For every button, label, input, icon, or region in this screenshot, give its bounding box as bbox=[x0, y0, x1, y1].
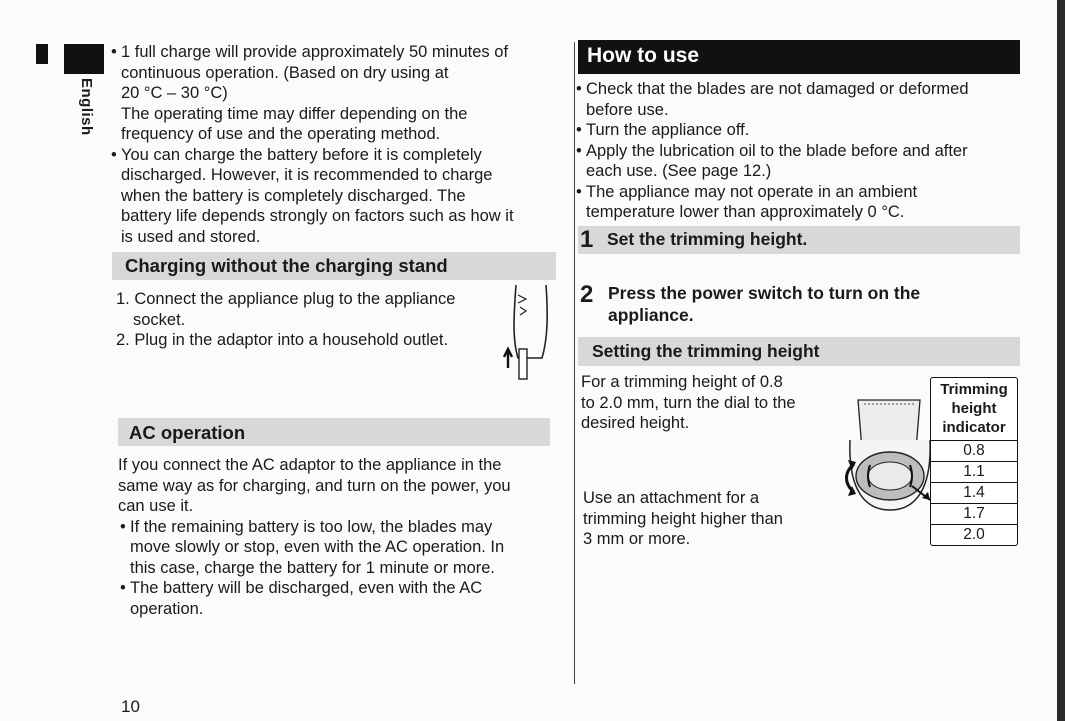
paragraph-line: The operating time may differ depending on the bbox=[121, 104, 468, 123]
step-line: 1. Connect the appliance plug to the appliance bbox=[116, 290, 456, 308]
table-row: 0.8 bbox=[931, 441, 1017, 462]
step-1-text: Set the trimming height. bbox=[607, 229, 808, 249]
step-number: 1 bbox=[580, 226, 594, 253]
page-number: 10 bbox=[121, 697, 140, 716]
paragraph-line: 20 °C – 30 °C) bbox=[121, 84, 228, 102]
paragraph-line: operation. bbox=[130, 599, 204, 618]
how-to-use-heading: How to use bbox=[578, 40, 1020, 74]
paragraph-line: 1 full charge will provide approximately 50 minutes of bbox=[121, 43, 509, 61]
paragraph-line: If the remaining battery is too low, the blades may bbox=[130, 517, 493, 536]
paragraph-line: is used and stored. bbox=[121, 227, 261, 246]
paragraph-line: You can charge the battery before it is completely bbox=[121, 145, 482, 164]
battery-info-block: • 1 full charge will provide approximately 50 minutes of continuous operation. (Based on dry using at 20 °C – 30 °C) The operating time may differ depending on the frequency of use and the operating method. • You can charge the battery before it is completely discharged. However, it is recommended to charge when the battery is completely discharged. The battery life depends strongly on factors such as how it is used and stored. bbox=[121, 42, 561, 247]
plug-illustration bbox=[494, 283, 554, 388]
list-item: temperature lower than approximately 0 °C. bbox=[586, 203, 905, 221]
table-row: 1.7 bbox=[931, 504, 1017, 525]
charging-steps bbox=[116, 289, 496, 351]
paragraph-line: continuous operation. (Based on dry using at bbox=[121, 63, 449, 82]
attachment-note: Use an attachment for a trimming height higher than 3 mm or more. bbox=[583, 489, 783, 548]
paragraph-line: can use it. bbox=[118, 497, 194, 515]
step-2-text: Press the power switch to turn on the appliance. bbox=[608, 283, 921, 325]
list-item: Turn the appliance off. bbox=[586, 121, 750, 139]
setting-instructions: For a trimming height of 0.8 to 2.0 mm, turn the dial to the desired height. bbox=[581, 373, 796, 432]
paragraph-line: this case, charge the battery for 1 minute or more. bbox=[130, 558, 496, 577]
paragraph-line: when the battery is completely discharged. The bbox=[121, 186, 466, 205]
step-line: 2. Plug in the adaptor into a household outlet. bbox=[116, 331, 449, 349]
step-number: 2 bbox=[580, 281, 594, 308]
paragraph-line: battery life depends strongly on factors such as how it bbox=[121, 207, 514, 225]
paragraph-line: move slowly or stop, even with the AC operation. In bbox=[130, 538, 505, 556]
charging-heading: Charging without the charging stand bbox=[125, 255, 448, 276]
column-divider bbox=[574, 42, 575, 684]
table-row: 2.0 bbox=[963, 526, 985, 543]
list-item: The appliance may not operate in an ambient bbox=[586, 182, 918, 201]
list-item: each use. (See page 12.) bbox=[586, 162, 772, 180]
list-item: Check that the blades are not damaged or deformed bbox=[586, 80, 969, 98]
page-edge bbox=[1057, 0, 1065, 721]
list-item: Apply the lubrication oil to the blade before and after bbox=[586, 141, 968, 160]
paragraph-line: same way as for charging, and turn on the power, you bbox=[118, 476, 511, 495]
paragraph-line: discharged. However, it is recommended to charge bbox=[121, 166, 493, 184]
side-tab-marker bbox=[64, 44, 104, 74]
paragraph-line: frequency of use and the operating method. bbox=[121, 125, 441, 143]
ac-operation-block: If you connect the AC adaptor to the appliance in the same way as for charging, and turn on the power, you can use it. • If the remaining battery is too low, the blades may move slowly or stop, even with the AC operation. In this case, charge the battery for 1 minute or more. • The battery will be discharged, even with the AC operation. bbox=[118, 455, 558, 619]
list-item: before use. bbox=[586, 100, 669, 119]
step-line: socket. bbox=[133, 310, 186, 329]
ac-operation-heading: AC operation bbox=[129, 422, 246, 443]
table-row: 1.4 bbox=[931, 483, 1017, 504]
table-header: Trimming height indicator bbox=[931, 378, 1017, 441]
side-tab-marker bbox=[36, 44, 48, 64]
precaution-list: • Check that the blades are not damaged or deformed before use. • Turn the appliance off. • Apply the lubrication oil to the blade before and after each use. (See page 12.) • The appliance may not operate in an ambient temperature lower than approximately 0 °C. bbox=[586, 79, 1026, 223]
setting-heading: Setting the trimming height bbox=[592, 341, 820, 361]
side-tab-label: English bbox=[78, 78, 95, 136]
paragraph-line: The battery will be discharged, even with the AC bbox=[130, 579, 483, 597]
table-row: 1.1 bbox=[931, 462, 1017, 483]
trimming-height-table bbox=[930, 377, 1018, 546]
paragraph-line: If you connect the AC adaptor to the appliance in the bbox=[118, 456, 502, 474]
